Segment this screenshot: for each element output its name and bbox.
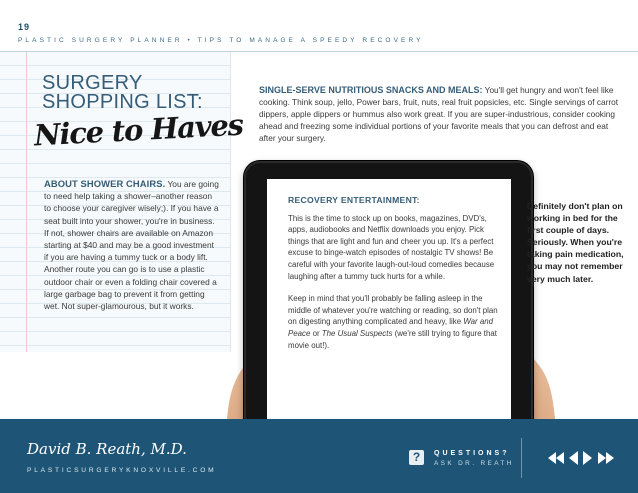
recovery-heading: RECOVERY ENTERTAINMENT: xyxy=(288,195,420,205)
ask-doctor-link[interactable]: ASK DR. REATH xyxy=(434,460,514,467)
recovery-movie-title: The Usual Suspects xyxy=(321,328,393,338)
previous-page-icon[interactable] xyxy=(569,451,578,465)
notepad-margin-line xyxy=(26,52,27,352)
snacks-section xyxy=(259,84,623,144)
footer-divider xyxy=(521,438,522,478)
recovery-book-title: War and Peace xyxy=(288,317,493,338)
page-title-line2: SHOPPING LIST: xyxy=(42,91,203,113)
page-number: 19 xyxy=(18,22,31,32)
recovery-para2-part-c: (we're still trying to figure that movie out!). xyxy=(288,328,497,350)
callout-note: Definitely don't plan on working in bed for the first couple of days. Seriously. When you're taking pain medication, you may not remember very much later. xyxy=(527,201,624,284)
first-page-icon[interactable] xyxy=(547,451,565,465)
recovery-entertainment-section xyxy=(288,195,502,362)
questions-link[interactable]: QUESTIONS? xyxy=(434,450,510,457)
next-page-icon[interactable] xyxy=(583,451,592,465)
running-head: PLASTIC SURGERY PLANNER • TIPS TO MANAGE A SPEEDY RECOVERY xyxy=(18,37,424,44)
shower-chairs-section xyxy=(44,178,220,312)
recovery-paragraph-1: This is the time to stock up on books, magazines, DVD's, apps, audiobooks and Netflix downloads you enjoy. Pick things that are light and fun and cheer you up. It's a perfect excuse to binge-watch episodes of nostalgic TV shows! Be careful with your favorite laugh-out-loud comedies because laughing after a tummy tuck hurts for a while. xyxy=(288,213,495,281)
author-signature: David B. Reath, M.D. xyxy=(27,440,187,458)
page-title-script: Nice to Haves xyxy=(33,107,244,153)
last-page-icon[interactable] xyxy=(597,451,615,465)
question-icon[interactable]: ? xyxy=(409,450,424,465)
shower-chairs-body: You are going to need help taking a shower–another reason to choose your caregiver wisely;). If you have a seat built into your shower, you're in business. If not, shower chairs are available on Amazon starting at $40 and may be a good investment if you are having a tummy tuck or a body lift. Another route you can go is to use a plastic outdoor chair or even a folding chair covered a large garbage bag to prevent it from getting wet. Not super-glamourous, but it works. xyxy=(44,179,219,312)
page-title-line1: SURGERY xyxy=(42,72,143,94)
recovery-paragraph-2 xyxy=(288,293,502,351)
snacks-heading: SINGLE-SERVE NUTRITIOUS SNACKS AND MEALS: xyxy=(259,85,483,95)
website-link[interactable]: PLASTICSURGERYKNOXVILLE.COM xyxy=(27,467,217,474)
shower-chairs-heading: ABOUT SHOWER CHAIRS. xyxy=(44,178,166,189)
recovery-para2-part-a: Keep in mind that you'll probably be falling asleep in the middle of whatever you're watching or reading, so don't plan on digesting anything complicated and heavy, like xyxy=(288,294,498,327)
snacks-body: You'll get hungry and won't feel like cooking. Think soup, jello, Power bars, fruit, nuts, real fruit popsicles, etc. Single servings of carrot dippers, apple dippers or hummus also work great. If you are super-industrious, consider cooking ahead and freezing some individual portions of your favorite meals that you can defrost and eat after your surgery. xyxy=(259,85,619,143)
recovery-para2-part-b: or xyxy=(310,328,322,338)
